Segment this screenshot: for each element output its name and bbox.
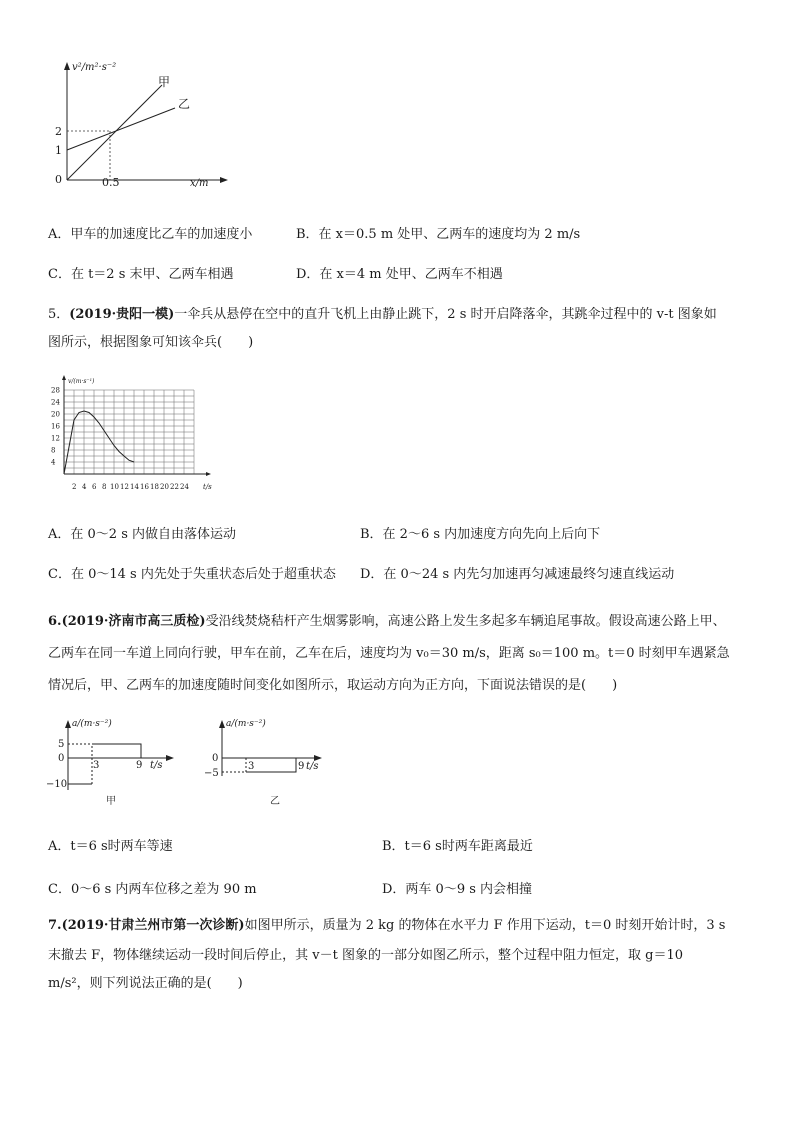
- q4-x-arrow: [220, 177, 228, 183]
- q6-stem-line2: 乙两车在同一车道上同向行驶，甲车在前，乙车在后，速度均为 v₀＝30 m/s，距离 s₀＝100 m。t＝0 时刻甲车遇紧急: [48, 646, 730, 661]
- q7-text-1: 如图甲所示，质量为 2 kg 的物体在水平力 F 作用下运动，t＝0 时刻开始计时，3 s: [244, 918, 726, 933]
- q5-option-d: D．在 0～24 s 内先匀加速再匀减速最终匀速直线运动: [360, 567, 675, 582]
- q7-stem-line3: m/s²，则下列说法正确的是( ): [48, 976, 243, 991]
- q5-x-tick-label: 24: [180, 483, 189, 491]
- q5-y-arrow: [62, 375, 66, 380]
- q4-tick-origin: 0: [55, 173, 62, 186]
- yi-tick-m5: −5: [204, 768, 219, 779]
- q4-option-b: B．在 x＝0.5 m 处甲、乙两车的速度均为 2 m/s: [296, 227, 581, 242]
- q7-source: (2019·甘肃兰州市第一次诊断): [61, 918, 245, 933]
- q5-source: (2019·贵阳一模): [69, 307, 175, 322]
- q4-v2-x-graph: [50, 58, 240, 193]
- jia-tick-0: 0: [58, 753, 65, 764]
- q4-y-arrow: [64, 62, 70, 70]
- q5-x-tick-label: 2: [72, 483, 77, 491]
- q5-x-tick-label: 20: [160, 483, 169, 491]
- q4-option-c: C．在 t＝2 s 末甲、乙两车相遇: [48, 267, 234, 282]
- q5-x-ticks: [72, 483, 189, 491]
- q6-source: (2019·济南市高三质检): [61, 614, 206, 629]
- q6-option-c: C．0～6 s 内两车位移之差为 90 m: [48, 882, 257, 897]
- q5-v-t-graph: [44, 374, 224, 496]
- q4-tick-x05: 0.5: [102, 176, 120, 189]
- q5-y-tick-label: 8: [51, 446, 56, 455]
- q5-stem-line2: 图所示，根据图象可知该伞兵( ): [48, 335, 254, 350]
- q5-option-a: A．在 0～2 s 内做自由落体运动: [48, 527, 236, 542]
- q6-stem-line3: 情况后，甲、乙两车的加速度随时间变化如图所示，取运动方向为正方向，下面说法错误的是( ): [48, 678, 618, 693]
- q5-x-tick-label: 16: [140, 483, 149, 491]
- yi-tick-0: 0: [212, 753, 219, 764]
- q5-y-tick-label: 28: [51, 386, 60, 395]
- q7-number: 7.: [48, 918, 62, 933]
- yi-y-arrow: [219, 720, 225, 728]
- q4-option-a: A．甲车的加速度比乙车的加速度小: [48, 227, 253, 242]
- jia-y-label: a/(m·s⁻²): [72, 719, 112, 729]
- q5-x-tick-label: 22: [170, 483, 179, 491]
- q6-text-1: 受沿线焚烧秸杆产生烟雾影响，高速公路上发生多起多车辆追尾事故。假设高速公路上甲、: [205, 614, 726, 629]
- q4-option-d: D．在 x＝4 m 处甲、乙两车不相遇: [296, 267, 503, 282]
- q5-y-tick-label: 20: [51, 410, 60, 419]
- q7-stem-line2: 末撤去 F，物体继续运动一段时间后停止，其 v－t 图象的一部分如图乙所示，整个过程中阻力恒定，取 g＝10: [48, 948, 683, 963]
- jia-tick-5: 5: [58, 739, 65, 750]
- q5-y-tick-label: 16: [51, 422, 60, 431]
- q5-option-b: B．在 2～6 s 内加速度方向先向上后向下: [360, 527, 601, 542]
- q5-x-arrow: [206, 472, 211, 476]
- jia-tick-9: 9: [136, 760, 143, 771]
- q4-tick-y1: 1: [55, 144, 62, 157]
- q5-y-tick-label: 12: [51, 434, 60, 443]
- q5-y-ticks: [51, 387, 60, 467]
- q4-line-yi: [67, 108, 175, 150]
- jia-tick-m10: −10: [46, 779, 68, 790]
- q5-y-tick-label: 24: [51, 398, 60, 407]
- yi-x-label: t/s: [306, 761, 319, 772]
- jia-x-arrow: [166, 755, 174, 761]
- q6-graph-jia: [44, 716, 184, 808]
- q5-y-label: v/(m·s⁻¹): [68, 378, 95, 385]
- q6-option-b: B．t＝6 s时两车距离最近: [382, 839, 533, 854]
- yi-y-label: a/(m·s⁻²): [226, 719, 266, 729]
- q5-x-tick-label: 10: [110, 483, 119, 491]
- jia-tick-3: 3: [93, 760, 100, 771]
- q5-x-tick-label: 12: [120, 483, 129, 491]
- q5-grid: [64, 390, 194, 474]
- q5-x-tick-label: 14: [130, 483, 139, 491]
- q5-y-tick-label: 4: [51, 458, 56, 467]
- q6-option-a: A．t＝6 s时两车等速: [48, 839, 173, 854]
- q4-tick-y2: 2: [55, 125, 62, 138]
- q6-graph-yi: [204, 716, 334, 808]
- jia-x-label: t/s: [150, 760, 163, 771]
- q5-x-tick-label: 4: [82, 483, 87, 491]
- q5-x-tick-label: 8: [102, 483, 107, 491]
- q6-stem-line1: [48, 610, 726, 629]
- q6-option-d: D．两车 0～9 s 内会相撞: [382, 882, 533, 897]
- yi-tick-3: 3: [248, 761, 255, 772]
- jia-y-arrow: [65, 720, 71, 728]
- q7-stem-line1: [48, 914, 725, 933]
- q5-number: 5．: [48, 307, 70, 322]
- q5-x-tick-label: 6: [92, 483, 97, 491]
- q4-x-label: x/m: [190, 178, 209, 189]
- q6-number: 6.: [48, 614, 62, 629]
- q5-option-c: C．在 0～14 s 内先处于失重状态后处于超重状态: [48, 567, 336, 582]
- yi-tick-9: 9: [298, 761, 305, 772]
- q5-velocity-curve: [64, 411, 134, 474]
- q5-text-1: 一伞兵从悬停在空中的直升飞机上由静止跳下，2 s 时开启降落伞，其跳伞过程中的 v-t 图象如: [174, 307, 717, 322]
- q4-y-label: v²/m²·s⁻²: [72, 62, 117, 73]
- jia-accel-segment-2: [92, 744, 141, 758]
- q5-x-tick-label: 18: [150, 483, 159, 491]
- jia-caption: 甲: [106, 796, 116, 807]
- q4-label-yi: 乙: [178, 97, 191, 111]
- q5-x-label: t/s: [203, 483, 212, 491]
- q4-line-jia: [67, 85, 162, 180]
- q5-stem-line1: [48, 303, 717, 322]
- q4-label-jia: 甲: [158, 75, 171, 89]
- yi-caption: 乙: [270, 796, 280, 807]
